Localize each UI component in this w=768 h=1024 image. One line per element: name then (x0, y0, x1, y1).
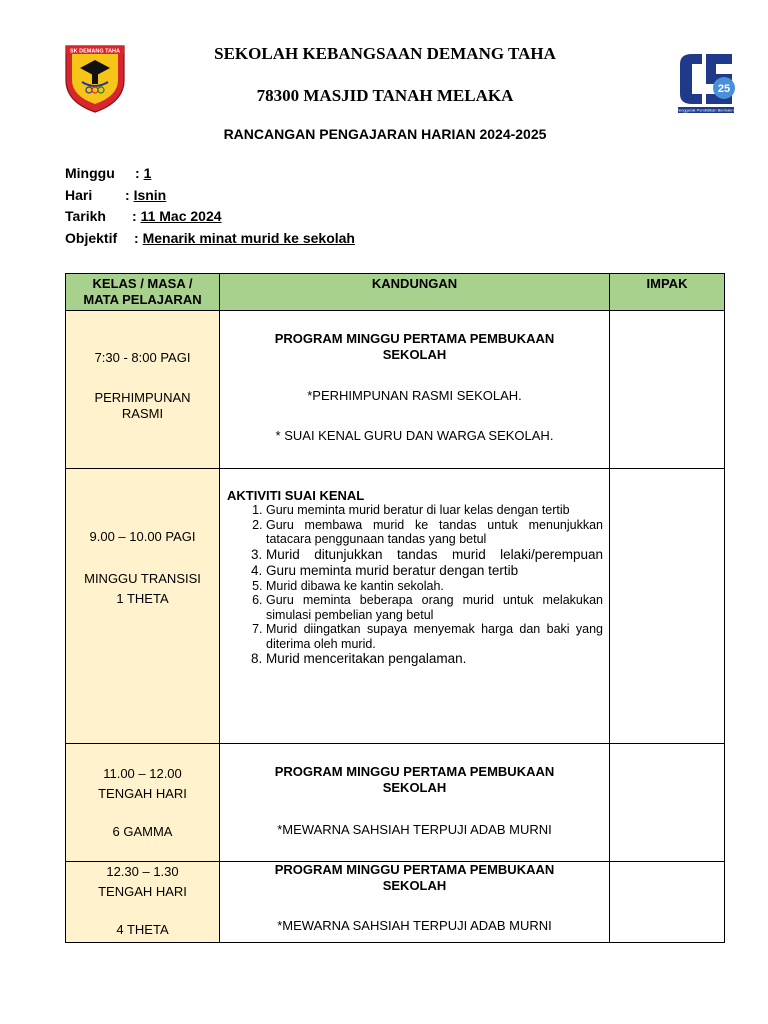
list-item: 8. Murid menceritakan pengalaman. (266, 651, 609, 667)
anniversary-logo (672, 50, 740, 116)
objective-label: Objektif (65, 230, 118, 246)
day-label: Hari (65, 187, 93, 203)
header-class-time-subject: KELAS / MASA / MATA PELAJARAN (66, 274, 220, 311)
table-row (66, 311, 725, 469)
week-label: Minggu (65, 165, 115, 181)
list-item: 1. Guru meminta murid beratur di luar kelas dengan tertib (266, 503, 609, 518)
row-time: 9.00 – 10.00 PAGI (89, 529, 196, 544)
school-crest-logo (62, 42, 128, 114)
header-impact: IMPAK (610, 274, 725, 311)
content-item: *MEWARNA SAHSIAH TERPUJI ADAB MURNI (277, 822, 552, 837)
row-content-cell (220, 311, 610, 469)
content-item: * SUAI KENAL GURU DAN WARGA SEKOLAH. (275, 428, 554, 443)
row-content-cell (220, 862, 610, 943)
program-title: PROGRAM MINGGU PERTAMA PEMBUKAAN SEKOLAH (274, 331, 555, 362)
header-content: KANDUNGAN (220, 274, 610, 311)
activity-steps (220, 503, 609, 667)
row-class-cell (66, 311, 220, 469)
row-impact-cell (610, 469, 725, 744)
logo-number: 25 (717, 83, 731, 95)
day-value: : Isnin (125, 187, 167, 203)
row-time: 7:30 - 8:00 PAGI (94, 350, 191, 365)
objective-value: : Menarik minat murid ke sekolah (134, 230, 355, 246)
program-title: PROGRAM MINGGU PERTAMA PEMBUKAAN SEKOLAH (274, 764, 555, 795)
list-item: 6. Guru meminta beberapa orang murid untuk melakukan simulasi pembelian yang betul (266, 593, 609, 622)
row-impact-cell (610, 744, 725, 862)
row-content-cell (220, 469, 610, 744)
content-item: *PERHIMPUNAN RASMI SEKOLAH. (307, 388, 522, 403)
table-row (66, 862, 725, 943)
program-title: PROGRAM MINGGU PERTAMA PEMBUKAAN SEKOLAH (274, 862, 555, 893)
row-class: 6 GAMMA (112, 824, 173, 839)
row-time: 11.00 – 12.00 TENGAH HARI (98, 766, 187, 801)
list-item: 4. Guru meminta murid beratur dengan tertib (266, 563, 609, 579)
table-row (66, 744, 725, 862)
list-item: 2. Guru membawa murid ke tandas untuk menunjukkan tatacara penggunaan tandas yang betul (266, 518, 609, 547)
row-class-cell (66, 469, 220, 744)
date-value: : 11 Mac 2024 (132, 208, 222, 224)
row-class: MINGGU TRANSISI 1 THETA (84, 571, 201, 606)
table-header-row (66, 274, 725, 311)
week-value: : 1 (135, 165, 152, 181)
list-item: 7. Murid diingatkan supaya menyemak harga dan baki yang diterima oleh murid. (266, 622, 609, 651)
logo-caption: Penggerak Pendidikan Bermakna (676, 107, 736, 113)
date-label: Tarikh (65, 208, 106, 224)
school-address: 78300 MASJID TANAH MELAKA (256, 86, 514, 105)
row-time: 12.30 – 1.30 TENGAH HARI (98, 864, 187, 899)
row-impact-cell (610, 862, 725, 943)
row-impact-cell (610, 311, 725, 469)
list-item: 5. Murid dibawa ke kantin sekolah. (266, 579, 609, 594)
table-row (66, 469, 725, 744)
plan-title: RANCANGAN PENGAJARAN HARIAN 2024-2025 (223, 126, 547, 142)
row-class-cell (66, 744, 220, 862)
row-content-cell (220, 744, 610, 862)
list-item: 3. Murid ditunjukkan tandas murid lelaki/perempuan (266, 547, 609, 563)
lesson-plan-table (65, 273, 725, 943)
crest-text: SK DEMANG TAHA (69, 48, 121, 55)
row-class: PERHIMPUNAN RASMI (94, 390, 191, 421)
row-class: 4 THETA (116, 922, 169, 937)
school-name: SEKOLAH KEBANGSAAN DEMANG TAHA (214, 44, 556, 63)
row-class-cell (66, 862, 220, 943)
content-item: *MEWARNA SAHSIAH TERPUJI ADAB MURNI (277, 918, 552, 933)
activity-title: AKTIVITI SUAI KENAL (227, 488, 365, 503)
